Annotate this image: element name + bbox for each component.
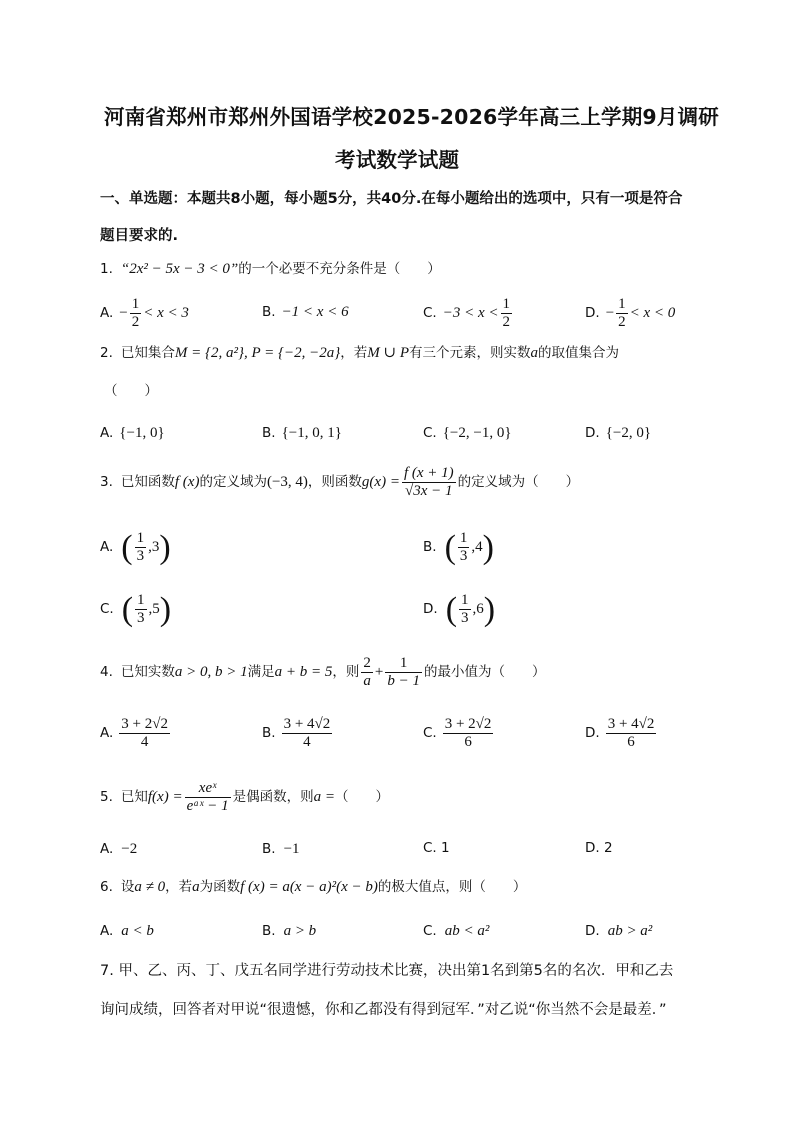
math-expression: −1 < x < 6	[281, 304, 349, 320]
document-title-line1: 河南省郑州市郑州外国语学校2025-2026学年高三上学期9月调研	[104, 105, 719, 129]
question-2-option-a[interactable]: A. {−1, 0}	[100, 424, 165, 441]
question-6-option-c[interactable]: C. ab < a²	[423, 922, 490, 939]
question-2-stem: 2. 已知集合 M = {2, a²}, P = {−2, −2a} ，若 M ∪ P 有三个元素，则实数 a 的取值集合为	[100, 344, 619, 361]
section-heading-line2: 题目要求的.	[100, 228, 179, 244]
question-5-stem: 5. 已知 f(x) = $\frac{\text{xeˣ}}{\text{eᵃˣ − 1}}$ 是偶函数，则 a = （ ）	[100, 780, 389, 814]
question-1-option-d[interactable]: D. − $\frac{1}{2}$ < x < 0	[585, 296, 676, 330]
question-5-option-b[interactable]: B. −1	[262, 840, 300, 857]
question-2-option-c[interactable]: C. {−2, −1, 0}	[423, 424, 512, 441]
question-6-option-b[interactable]: B. a > b	[262, 922, 317, 939]
question-number: 6.	[100, 878, 113, 895]
question-6-option-d[interactable]: D. ab > a²	[585, 922, 653, 939]
question-3-stem: 3. 已知函数 f (x) 的定义域为 (−3, 4) ，则函数 g(x) = $\frac{f (x + 1)}{√3x - 1}$ 的定义域为（ ）	[100, 465, 580, 499]
question-7-line2: 询问成绩，回答者对甲说“很遗憾，你和乙都没有得到冠军．”对乙说“你当然不会是最差．”	[100, 1002, 667, 1018]
question-number: 4.	[100, 663, 113, 680]
option-label: B.	[262, 303, 276, 320]
question-1-option-a[interactable]: A. − $\frac{1}{2}$ < x < 3	[100, 296, 189, 330]
question-number: 5.	[100, 788, 113, 805]
question-2-option-b[interactable]: B. {−1, 0, 1}	[262, 424, 342, 441]
question-6-option-a[interactable]: A. a < b	[100, 922, 154, 939]
question-4-option-d[interactable]: D. $\frac{3 + 4√2}{6}$	[585, 716, 655, 750]
question-5-option-a[interactable]: A. −2	[100, 840, 138, 857]
question-3-option-b[interactable]: B. ( $\frac{1}{3}$ , 4 )	[423, 528, 494, 566]
option-label: C.	[423, 304, 437, 321]
question-5-option-d[interactable]: D. 2	[585, 840, 613, 856]
math-expression: < x < 3	[143, 305, 189, 321]
math-expression: M ∪ P	[367, 345, 409, 361]
question-3-option-d[interactable]: D. ( $\frac{1}{3}$ , 6 )	[423, 590, 496, 628]
question-3-option-a[interactable]: A. ( $\frac{1}{3}$ , 3 )	[100, 528, 171, 566]
question-1-option-b[interactable]	[262, 305, 349, 320]
fraction: $\frac{1}{2}$	[131, 296, 140, 330]
fraction: $\frac{f (x + 1)}{√3x - 1}$	[403, 465, 454, 499]
fraction: $\frac{1}{2}$	[618, 296, 626, 330]
math-expression: < x < 0	[629, 305, 676, 321]
math-expression: −3 < x <	[442, 305, 499, 321]
question-6-stem: 6. 设 a ≠ 0 ，若 a 为函数 f (x) = a(x − a)²(x − b) 的极大值点，则（ ）	[100, 878, 527, 895]
question-number: 2.	[100, 344, 113, 361]
fraction: $\frac{1}{2}$	[502, 296, 510, 330]
question-4-stem: 4. 已知实数 a > 0, b > 1 满足 a + b = 5 ，则 $\frac{2}{a}$ + $\frac{1}{b - 1}$ 的最小值为（ ）	[100, 655, 546, 689]
question-5-option-c[interactable]: C. 1	[423, 840, 450, 856]
document-title-line2: 考试数学试题	[335, 148, 460, 172]
question-4-option-a[interactable]: A. $\frac{3 + 2√2}{4}$	[100, 716, 168, 750]
question-number: 1.	[100, 260, 113, 277]
question-1-option-c[interactable]	[423, 296, 514, 331]
math-expression: M = {2, a²}, P = {−2, −2a}	[174, 345, 341, 361]
question-2-option-d[interactable]: D. {−2, 0}	[585, 424, 652, 441]
question-text: 的一个必要不充分条件是（ ）	[238, 260, 441, 277]
question-2-paren: （ ）	[104, 383, 158, 399]
question-3-option-c[interactable]: C. ( $\frac{1}{3}$ , 5 )	[100, 590, 172, 628]
question-7-line1: 7. 甲、乙、丙、丁、戊五名同学进行劳动技术比赛，决出第1名到第5名的名次．甲和乙去	[100, 963, 674, 979]
question-number: 3.	[100, 473, 113, 490]
question-4-option-c[interactable]: C. $\frac{3 + 2√2}{6}$	[423, 716, 492, 750]
math-expression: “2x² − 5x − 3 < 0”	[120, 261, 239, 277]
option-label: A.	[100, 304, 114, 321]
option-label: D.	[585, 304, 600, 321]
section-heading-line1: 一、单选题：本题共8小题，每小题5分，共40分.在每小题给出的选项中，只有一项是符合	[100, 191, 683, 207]
question-1-stem	[100, 262, 441, 277]
question-4-option-b[interactable]: B. $\frac{3 + 4√2}{4}$	[262, 716, 331, 750]
